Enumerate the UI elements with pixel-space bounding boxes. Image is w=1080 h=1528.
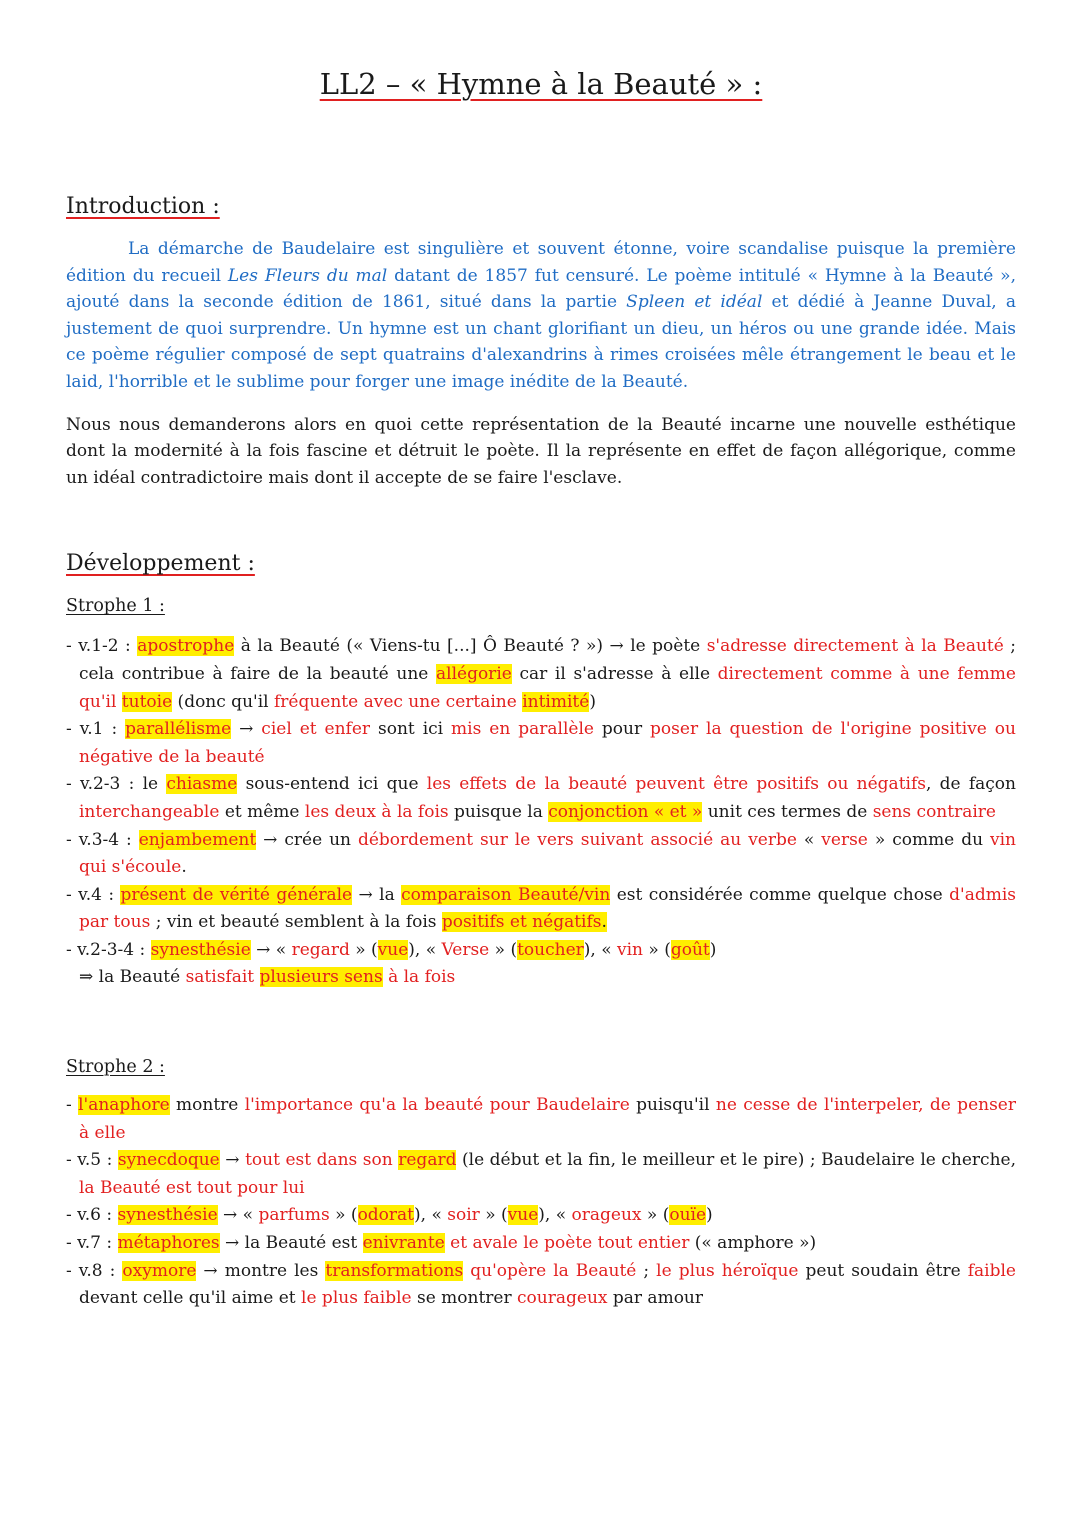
annotated-text: qu'opère la Beauté xyxy=(463,1260,637,1281)
text-segment: ), « xyxy=(408,939,442,960)
annotated-text: sens contraire xyxy=(872,801,996,822)
highlighted-term: tutoie xyxy=(121,691,173,712)
highlighted-term: toucher xyxy=(517,939,584,960)
annotated-text: satisfait xyxy=(185,967,260,988)
list-item xyxy=(66,1092,1016,1147)
strophe-2-list xyxy=(66,1092,1016,1313)
text-segment: → crée un xyxy=(256,829,358,850)
list-item xyxy=(66,633,1016,716)
highlighted-term: ouïe xyxy=(669,1205,707,1226)
strophe-2-heading: Strophe 2 : xyxy=(66,1057,165,1078)
text-segment: - v.6 : xyxy=(66,1205,118,1226)
highlighted-term: conjonction « et » xyxy=(548,801,703,822)
list-item xyxy=(66,882,1016,937)
introduction-paragraph: La démarche de Baudelaire est singulière et souvent étonne, voire scandalise puisque la première édition du recueil Les Fleurs du mal datant de 1857 fut censuré. Le poème intitulé « Hymne à la Beauté », ajouté dans la seconde édition de 1861, situé dans la partie Spleen et idéal et dédié à Jeanne Duval, a justement de quoi surprendre. Un hymne est un chant glorifiant un dieu, un héros ou une grande idée. Mais ce poème régulier composé de sept quatrains d'alexandrins à rimes croisées mêle étrangement le beau et le laid, l'horrible et le sublime pour forger une image inédite de la Beauté. xyxy=(66,239,1016,392)
text-segment: ), « xyxy=(538,1205,572,1226)
text-segment: » ( xyxy=(349,939,378,960)
text-segment: - v.1-2 : xyxy=(66,636,138,657)
annotated-text: à la fois xyxy=(382,967,456,988)
highlighted-term: apostrophe xyxy=(137,636,235,657)
highlighted-term: transformations xyxy=(325,1260,464,1281)
highlighted-term: . xyxy=(601,912,607,933)
annotated-text: verse xyxy=(821,829,868,850)
text-segment: → xyxy=(609,636,624,657)
highlighted-term: l'anaphore xyxy=(78,1095,170,1116)
highlighted-term: synesthésie xyxy=(117,1205,218,1226)
text-segment: → xyxy=(219,1150,246,1171)
highlighted-term: synesthésie xyxy=(150,939,251,960)
text-segment: » ( xyxy=(643,939,671,960)
text-segment: - v.2-3 : le xyxy=(66,774,167,795)
annotated-text: ne cesse de l'interpeler, de penser à elle xyxy=(79,1095,1016,1143)
list-item xyxy=(66,716,1016,771)
annotated-text: le plus héroïque xyxy=(656,1260,799,1281)
text-segment: à la Beauté (« Viens-tu [...] Ô Beauté ? ») xyxy=(234,636,610,657)
text-segment: - v.4 : xyxy=(66,884,121,905)
annotated-text: soir xyxy=(447,1205,480,1226)
list-item xyxy=(66,1202,1016,1230)
highlighted-term: plusieurs sens xyxy=(259,967,383,988)
text-segment: « xyxy=(796,829,822,850)
text-segment: ; vin et beauté semblent à la fois xyxy=(150,912,442,933)
highlighted-term: odorat xyxy=(357,1205,415,1226)
annotated-text: vin xyxy=(617,939,644,960)
annotated-text: Verse xyxy=(441,939,490,960)
text-segment: se montrer xyxy=(411,1288,518,1309)
annotated-text: mis en parallèle xyxy=(451,719,594,740)
annotated-text: regard xyxy=(291,939,350,960)
annotated-text: ciel et enfer xyxy=(261,719,371,740)
annotated-text: s'adresse directement à la Beauté xyxy=(706,636,1004,657)
list-item xyxy=(66,1258,1016,1313)
text-segment: - v.3-4 : xyxy=(66,829,139,850)
annotated-text: poser la question de l'origine positive ou négative de la beauté xyxy=(79,719,1016,767)
text-segment: le poète xyxy=(623,636,707,657)
text-segment: ) xyxy=(706,1205,713,1226)
list-item xyxy=(66,1230,1016,1258)
text-segment: → xyxy=(231,719,262,740)
text-segment: ) xyxy=(709,939,717,960)
text-segment: ; cela contribue à faire de la beauté une xyxy=(79,636,1016,684)
annotated-text: la Beauté est tout pour lui xyxy=(79,1177,305,1198)
annotated-text: parfums xyxy=(258,1205,330,1226)
annotated-text: orageux xyxy=(571,1205,642,1226)
list-item xyxy=(66,827,1016,882)
highlighted-term: métaphores xyxy=(117,1233,220,1254)
text-segment: » ( xyxy=(479,1205,508,1226)
annotated-text: interchangeable xyxy=(79,801,220,822)
strophe-1-list xyxy=(66,633,1016,964)
text-segment: - v.1 : xyxy=(66,719,126,740)
text-segment: unit ces termes de xyxy=(702,801,873,822)
strophe-1-heading: Strophe 1 : xyxy=(66,596,165,617)
text-segment: » ( xyxy=(489,939,518,960)
text-segment: → la xyxy=(352,884,402,905)
text-segment: (le début et la fin, le meilleur et le pire) ; Baudelaire le cherche, xyxy=(456,1150,1016,1171)
annotated-text: faible xyxy=(967,1260,1016,1281)
annotated-text: l'importance qu'a la beauté pour Baudelaire xyxy=(244,1095,630,1116)
highlighted-term: vue xyxy=(507,1205,539,1226)
text-segment: puisqu'il xyxy=(629,1095,716,1116)
text-segment: ; xyxy=(636,1260,657,1281)
annotated-text: les effets de la beauté peuvent être positifs ou négatifs xyxy=(426,774,926,795)
text-segment: devant celle qu'il aime et xyxy=(79,1288,302,1309)
problematique-paragraph: Nous nous demanderons alors en quoi cette représentation de la Beauté incarne une nouvelle esthétique dont la modernité à la fois fascine et détruit le poète. Il la représente en effet de façon allégorique, comme un idéal contradictoire mais dont il accepte de se faire l'esclave. xyxy=(66,414,1016,488)
introduction-heading: Introduction : xyxy=(66,194,220,219)
annotated-text: les deux à la fois xyxy=(304,801,449,822)
text-segment: est considérée comme quelque chose xyxy=(610,884,950,905)
annotated-text: tout est dans son xyxy=(245,1150,399,1171)
text-segment: ), « xyxy=(583,939,618,960)
text-segment: ), « xyxy=(414,1205,448,1226)
annotated-text: et avale le poète tout entier xyxy=(444,1233,690,1254)
strophe-1-conclusion xyxy=(66,964,1016,992)
annotated-text: vin qui s'écoule xyxy=(79,829,1017,878)
text-segment: → montre les xyxy=(196,1260,326,1281)
developpement-heading: Développement : xyxy=(66,551,255,577)
highlighted-term: regard xyxy=(398,1150,457,1171)
text-segment: ) xyxy=(589,691,596,712)
highlighted-term: goût xyxy=(670,939,710,960)
text-segment: (« amphore ») xyxy=(689,1233,817,1254)
text-segment: - v.8 : xyxy=(66,1260,123,1281)
text-segment: » ( xyxy=(329,1205,358,1226)
text-segment: pour xyxy=(593,719,651,740)
text-segment: peut soudain être xyxy=(798,1260,968,1281)
text-segment: (donc qu'il xyxy=(172,691,274,712)
highlighted-term: allégorie xyxy=(436,663,512,684)
annotated-text: débordement sur le vers suivant associé au verbe xyxy=(357,829,797,850)
text-segment: - v.7 : xyxy=(66,1233,118,1254)
text-segment: → « xyxy=(250,939,292,960)
highlighted-term: oxymore xyxy=(122,1260,197,1281)
annotated-text: d'admis par tous xyxy=(79,884,1016,933)
text-segment: montre xyxy=(169,1095,245,1116)
highlighted-term: chiasme xyxy=(166,774,238,795)
highlighted-term: synecdoque xyxy=(117,1150,220,1171)
text-segment: » ( xyxy=(641,1205,670,1226)
document-title: LL2 – « Hymne à la Beauté » : xyxy=(319,67,763,101)
text-segment: . xyxy=(181,857,187,878)
highlighted-term: présent de vérité générale xyxy=(120,884,353,905)
highlighted-term: positifs et négatifs xyxy=(441,912,602,933)
annotated-text: courageux xyxy=(517,1288,608,1309)
highlighted-term: intimité xyxy=(522,691,590,712)
text-segment: → la Beauté est xyxy=(219,1233,363,1254)
text-segment: et même xyxy=(219,801,305,822)
highlighted-term: parallélisme xyxy=(125,719,232,740)
annotated-text: directement comme à une femme qu'il xyxy=(79,663,1016,712)
text-segment: - v.2-3-4 : xyxy=(66,939,151,960)
list-item xyxy=(66,771,1016,826)
text-segment: - xyxy=(66,1095,79,1116)
text-segment: ⇒ la Beauté xyxy=(79,967,186,988)
text-segment: sous-entend ici que xyxy=(237,774,427,795)
list-item xyxy=(66,1147,1016,1202)
text-segment: » comme du xyxy=(867,829,991,850)
highlighted-term: enjambement xyxy=(138,829,257,850)
text-segment: par amour xyxy=(607,1288,704,1309)
text-segment: , de façon xyxy=(925,774,1016,795)
text-segment: → « xyxy=(217,1205,259,1226)
text-segment: car il s'adresse à elle xyxy=(511,663,718,684)
highlighted-term: enivrante xyxy=(362,1233,445,1254)
highlighted-term: comparaison Beauté/vin xyxy=(401,884,611,905)
text-segment: - v.5 : xyxy=(66,1150,118,1171)
text-segment: puisque la xyxy=(448,801,549,822)
annotated-text: fréquente avec une certaine xyxy=(273,691,523,712)
list-item xyxy=(66,937,1016,965)
text-segment: sont ici xyxy=(370,719,452,740)
annotated-text: le plus faible xyxy=(301,1288,412,1309)
highlighted-term: vue xyxy=(377,939,409,960)
